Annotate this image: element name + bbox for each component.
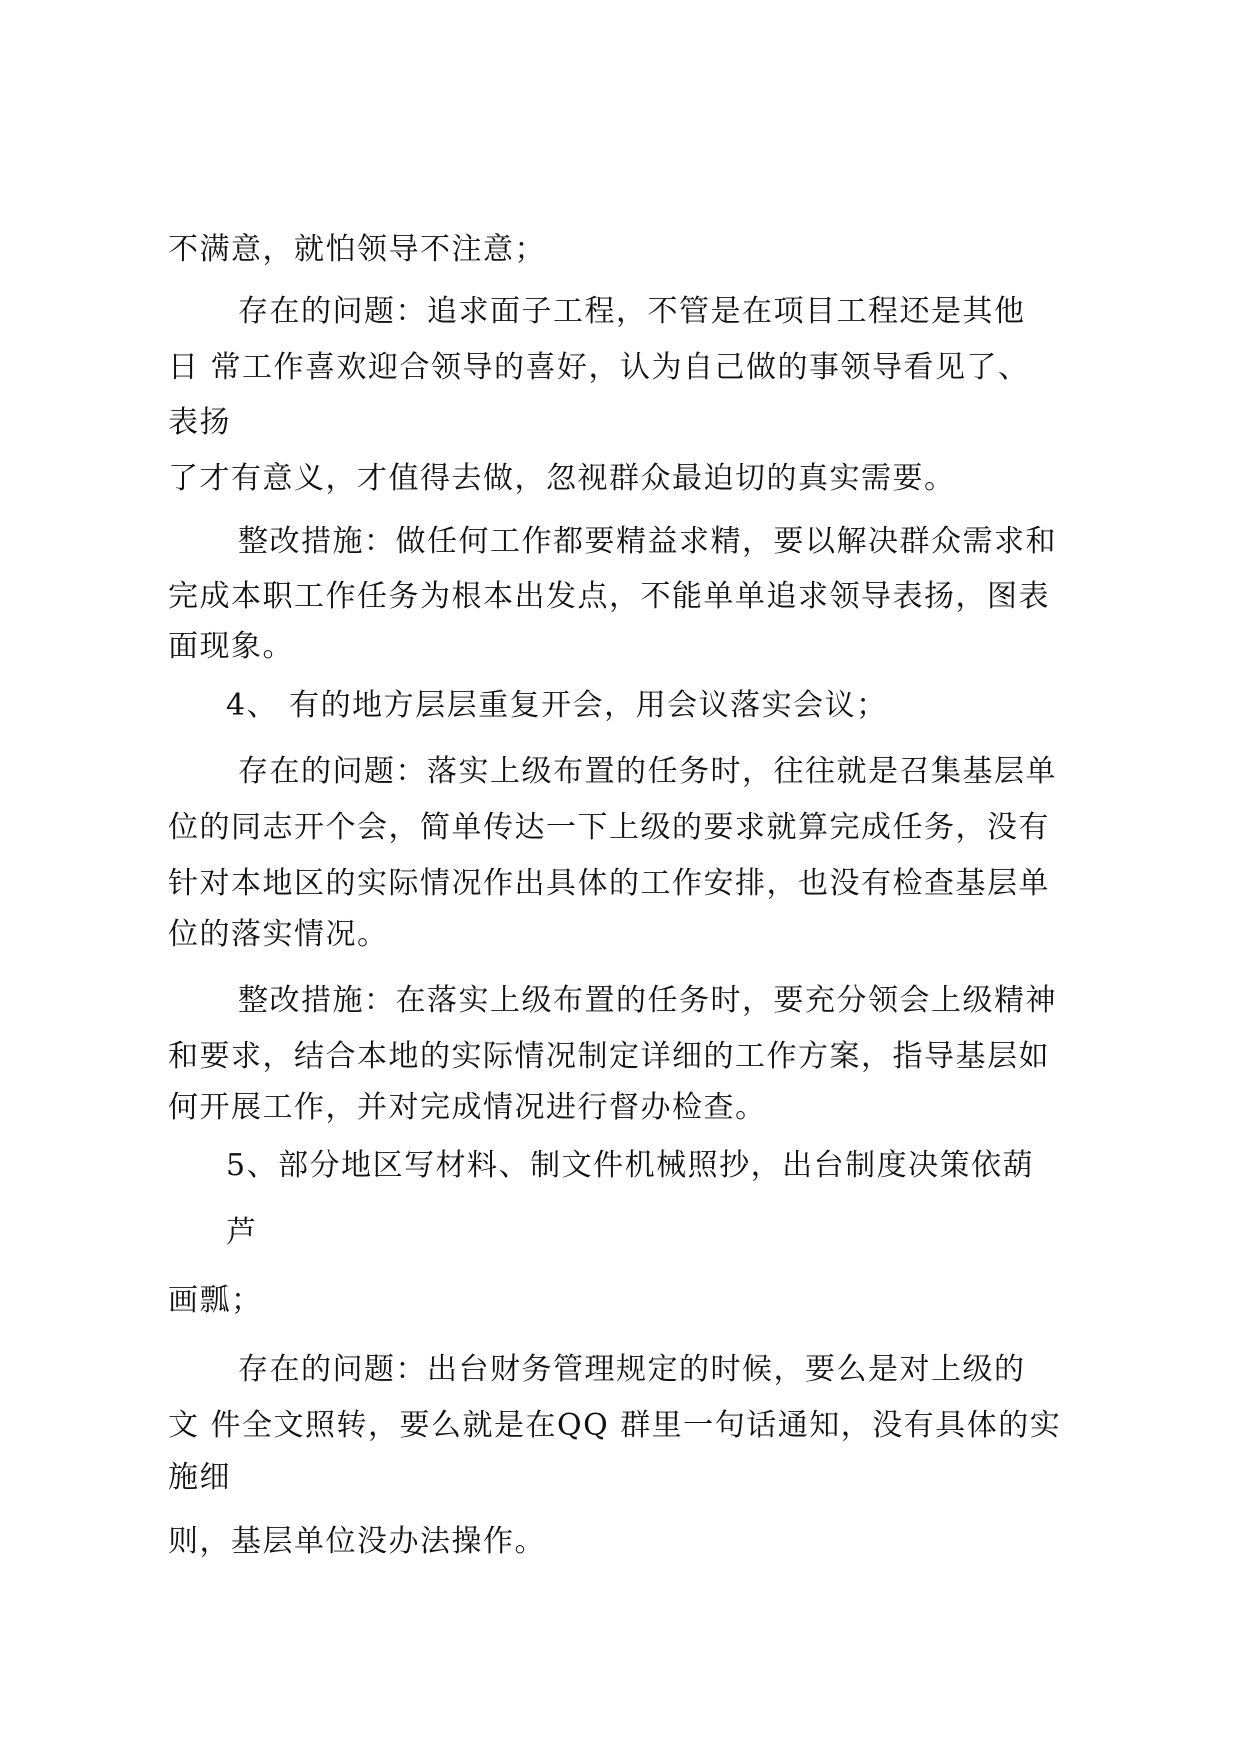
text-line: 位的同志开个会，简单传达一下上级的要求就算完成任务，没有 [168, 810, 1050, 845]
text-line: 何开展工作，并对完成情况进行督办检查。 [168, 1090, 767, 1125]
text-line: 文 件全文照转，要么就是在QQ 群里一句话通知，没有具体的实 [168, 1408, 1062, 1443]
text-line: 日 常工作喜欢迎合领导的喜好，认为自己做的事领导看见了、 [168, 350, 1030, 385]
text-line: 存在的问题：出台财务管理规定的时候，要么是对上级的 [238, 1352, 1026, 1387]
text-line: 整改措施：做任何工作都要精益求精，要以解决群众需求和 [238, 524, 1057, 559]
text-line: 施细 [168, 1460, 231, 1495]
text-line: 5、部分地区写材料、制文件机械照抄，出台制度决策依葫 [226, 1148, 1035, 1183]
text-line: 芦 [226, 1215, 258, 1250]
text-line: 了才有意义，才值得去做，忽视群众最迫切的真实需要。 [168, 461, 956, 496]
text-line: 存在的问题：追求面子工程，不管是在项目工程还是其他 [238, 294, 1026, 329]
text-line: 不满意，就怕领导不注意； [168, 232, 546, 267]
text-line: 和要求，结合本地的实际情况制定详细的工作方案，指导基层如 [168, 1039, 1050, 1074]
text-line: 位的落实情况。 [168, 917, 389, 952]
text-line: 画瓢； [168, 1283, 263, 1318]
text-line: 则，基层单位没办法操作。 [168, 1524, 546, 1559]
text-line: 面现象。 [168, 629, 294, 664]
text-line: 整改措施：在落实上级布置的任务时，要充分领会上级精神 [238, 983, 1057, 1018]
text-line: 存在的问题：落实上级布置的任务时，往往就是召集基层单 [238, 754, 1057, 789]
text-line: 表扬 [168, 405, 231, 440]
text-line: 4、 有的地方层层重复开会，用会议落实会议； [226, 688, 888, 723]
text-line: 针对本地区的实际情况作出具体的工作安排，也没有检查基层单 [168, 866, 1050, 901]
text-line: 完成本职工作任务为根本出发点，不能单单追求领导表扬，图表 [168, 579, 1050, 614]
